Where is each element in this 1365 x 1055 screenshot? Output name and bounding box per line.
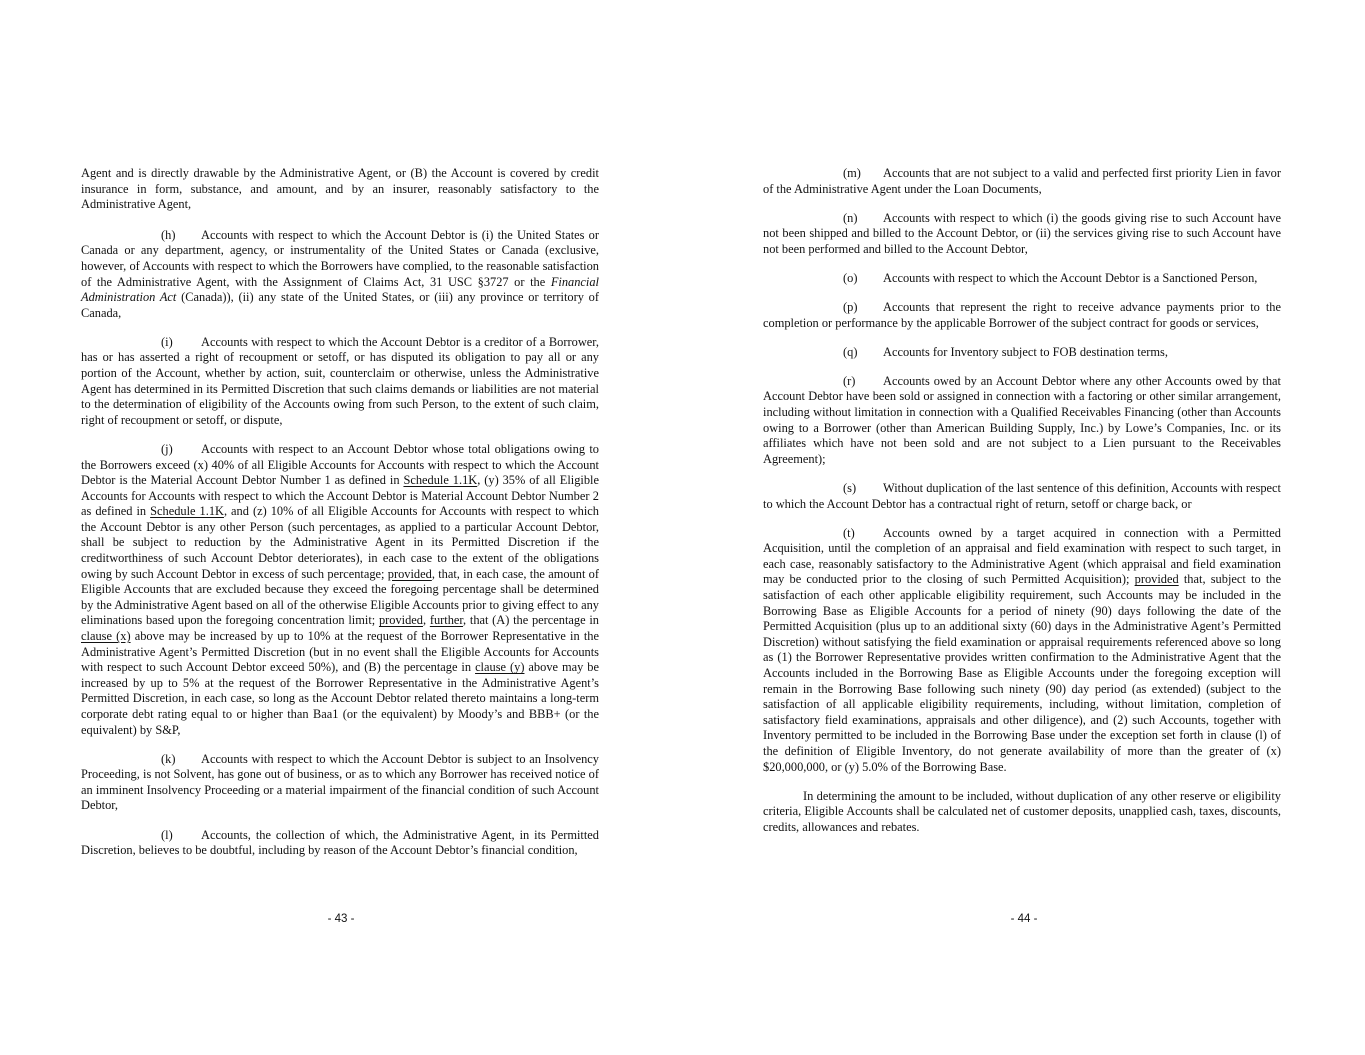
clause-l-label: (l) [161,827,173,842]
clause-k: (k) Accounts with respect to which the Account Debtor is subject to an Insolvency Proceeding, is not Solvent, has gone out of business, or as to which any Borrower has received notice of an imminent Insolvency Proceeding or a material impairment of the financial condition of such Account Debtor, [81,751,599,813]
page-number: - 43 - [327,913,355,925]
schedule-link: Schedule 1.1K [403,473,478,488]
clause-j-label: (j) [161,441,173,456]
clause-i-label: (i) [161,334,173,349]
clause-r-label: (r) [843,373,856,388]
clause-n-label: (n) [843,210,858,225]
clause-p-label: (p) [843,300,858,315]
clause-n: (n) Accounts with respect to which (i) the goods giving rise to such Account have not been shipped and billed to the Account Debtor, or (ii) the services giving rise to such Account have not been performed and billed to the Account Debtor, [763,210,1281,256]
clause-j: (j) Accounts with respect to an Account Debtor whose total obligations owing to the Borrowers exceed (x) 40% of all Eligible Accounts for Accounts with respect to which the Account Debtor is the Material Account Debtor Number 1 as defined in Schedule 1.1K, (y) 35% of all Eligible Accounts for Accounts with respect to which the Account Debtor is Material Account Debtor Number 2 as defined in Schedule 1.1K, and (z) 10% of all Eligible Accounts for Accounts with respect to which the Account Debtor is any other Person (such percentages, as applied to a particular Account Debtor, shall be subject to reduction by the Administrative Agent in its Permitted Discretion if the creditworthiness of such Account Debtor deteriorates), in each case to the extent of the obligations owing by such Account Debtor in excess of such percentage; provided, that, in each case, the amount of Eligible Accounts that are excluded because they exceed the foregoing percentage shall be determined by the Administrative Agent based on all of the otherwise Eligible Accounts prior to giving effect to any eliminations based upon the foregoing concentration limit; provided, further, that (A) the percentage in clause (x) above may be increased by up to 10% at the request of the Borrower Representative in the Administrative Agent’s Permitted Discretion (but in no event shall the Eligible Accounts for Accounts with respect to such Account Debtor exceed 50%), and (B) the percentage in clause (y) above may be increased by up to 5% at the request of the Borrower Representative in the Administrative Agent’s Permitted Discretion, in each case, so long as the Account Debtor related thereto maintains a long-term corporate debt rating equal to or higher than Baa1 (or the equivalent) by Moody’s and BBB+ (or the equivalent) by S&P, [81,441,600,737]
clause-o: (o) Accounts with respect to which the Account Debtor is a Sanctioned Person, [843,270,1258,285]
closing-paragraph: In determining the amount to be included, without duplication of any other reserve or eligibility criteria, Eligible Accounts shall be calculated net of customer deposits, unapplied cash, taxes, discounts, credits, allowances and rebates. [763,788,1281,834]
clause-l: (l) Accounts, the collection of which, the Administrative Agent, in its Permitted Discretion, believes to be doubtful, including by reason of the Account Debtor’s financial condition, [81,827,599,858]
clause-r: (r) Accounts owed by an Account Debtor where any other Accounts owed by that Account Debtor have been sold or assigned in connection with a factoring or other similar arrangement, including without limitation in connection with a Qualified Receivables Financing (other than Accounts owing to a Borrower (other than American Building Supply, Inc.) by Lowe’s Companies, Inc. or its affiliates which have not been sold and are not subject to a Lien pursuant to the Receivables Agreement); [763,373,1281,466]
right-text-column [763,166,1281,849]
clause-s-label: (s) [843,480,857,495]
left-text-column [81,166,599,872]
clause-t: (t) Accounts owned by a target acquired in connection with a Permitted Acquisition, until the completion of an appraisal and field examination with respect to such target, in each case, reasonably satisfactory to the Administrative Agent (which appraisal and field examination may be conducted prior to the closing of such Permitted Acquisition); provided that, subject to the satisfaction of each other applicable eligibility requirement, such Accounts may be included in the Borrowing Base as Eligible Accounts for a period of ninety (90) days following the date of the Permitted Acquisition (plus up to an additional sixty (60) days in the Administrative Agent’s Permitted Discretion) without satisfying the field examination or appraisal requirements referenced above so long as (1) the Borrower Representative provides written confirmation to the Administrative Agent that the Accounts included in the Borrowing Base as Eligible Accounts under the foregoing exception will remain in the Borrowing Base following such ninety (90) day period (as extended) (subject to the satisfaction of all applicable eligibility requirements, including, without limitation, completion of satisfactory field examinations, appraisals and other diligence), and (2) such Accounts, together with Inventory permitted to be included in the Borrowing Base under the exception set forth in clause (l) of the definition of Eligible Inventory, do not generate availability of more than the greater of (x) $20,000,000, or (y) 5.0% of the Borrowing Base. [763,525,1281,774]
continuation-paragraph: Agent and is directly drawable by the Administrative Agent, or (B) the Account is covered by credit insurance in form, substance, and amount, and by an insurer, reasonably satisfactory to the Administrative Agent, [81,166,599,212]
page-44 [683,0,1365,1055]
clause-q-label: (q) [843,344,858,359]
clause-h-label: (h) [161,227,176,242]
clause-s: (s) Without duplication of the last sentence of this definition, Accounts with respect to which the Account Debtor has a contractual right of return, setoff or charge back, or [763,480,1281,511]
clause-m: (m) Accounts that are not subject to a valid and perfected first priority Lien in favor of the Administrative Agent under the Loan Documents, [763,166,1281,196]
clause-t-label: (t) [843,525,855,540]
clause-p: (p) Accounts that represent the right to receive advance payments prior to the completion or performance by the applicable Borrower of the subject contract for goods or services, [763,300,1281,330]
clause-k-label: (k) [161,751,176,766]
clause-o-label: (o) [843,270,858,285]
clause-m-label: (m) [843,166,861,180]
clause-i: (i) Accounts with respect to which the Account Debtor is a creditor of a Borrower, has or has asserted a right of recoupment or setoff, or has disputed its obligation to pay all or any portion of the Account, whether by action, suit, counterclaim or otherwise, unless the Administrative Agent has determined in its Permitted Discretion that such claims demands or liabilities are not material to the determination of eligibility of the Accounts owing from such Person, to the extent of such claim, right of recoupment or setoff, or dispute, [81,334,599,427]
page-number: - 44 - [1010,913,1038,925]
schedule-link: Schedule 1.1K [150,504,224,519]
clause-q: (q) Accounts for Inventory subject to FOB destination terms, [843,344,1168,359]
clause-h: (h) Accounts with respect to which the Account Debtor is (i) the United States or Canada or any department, agency, or instrumentality of the United States or Canada (exclusive, however, of Accounts with respect to which the Borrowers have complied, to the reasonable satisfaction of the Administrative Agent, with the Assignment of Claims Act, 31 USC §3727 or the Financial Administration Act (Canada)), (ii) any state of the United States, or (iii) any province or territory of Canada, [81,227,599,320]
page-43 [0,0,682,1055]
